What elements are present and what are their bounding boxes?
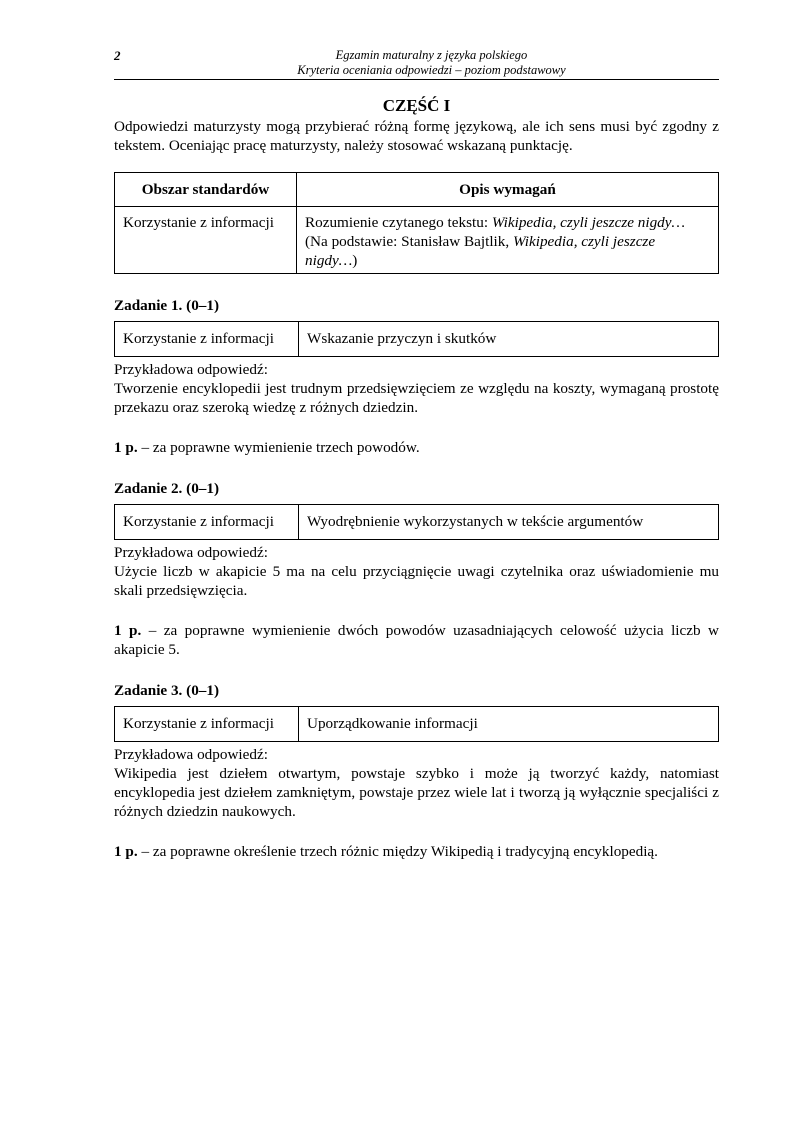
task-2-criterion: – za poprawne wymienienie dwóch powodów uzasadniających celowość użycia liczb w akapicie 5. (114, 622, 719, 658)
header-title (114, 48, 719, 78)
part-title: CZĘŚĆ I (382, 96, 451, 115)
header-line-1: Egzamin maturalny z języka polskiego (335, 48, 528, 62)
task-1-criterion: – za poprawne wymienienie trzech powodów. (137, 439, 420, 456)
task-3-points: 1 p. (114, 843, 138, 860)
standards-table-row (115, 207, 719, 274)
task-3-example-label: Przykładowa odpowiedź: (114, 746, 268, 763)
task-3-example: Wikipedia jest dziełem otwartym, powstaje szybko i może ją tworzyć każdy, natomiast encyklopedia jest dziełem zamkniętym, powstaje przez wiele lat i tworzą ją wyłącznie specjaliści z różnych dziedzin naukowych. (114, 765, 719, 820)
page-header (114, 48, 719, 80)
page-number: 2 (114, 48, 121, 63)
desc-suffix: ) (352, 252, 358, 269)
task-2-scoring (114, 621, 719, 659)
task-3-table (114, 706, 719, 742)
task-1-area: Korzystanie z informacji (115, 322, 299, 357)
task-3-area: Korzystanie z informacji (115, 707, 299, 742)
desc-title-1: Wikipedia, czyli jeszcze nigdy… (491, 214, 686, 231)
task-3-criterion: – za poprawne określenie trzech różnic między Wikipedią i tradycyjną encyklopedią. (137, 843, 658, 860)
task-2-title: Zadanie 2. (0–1) (114, 480, 220, 497)
task-1-scoring (114, 438, 719, 457)
task-1-table (114, 321, 719, 357)
task-2-area: Korzystanie z informacji (115, 505, 299, 540)
task-2-example: Użycie liczb w akapicie 5 ma na celu przyciągnięcie uwagi czytelnika oraz uświadomienie mu skali przedsięwzięcia. (114, 563, 719, 599)
task-2-table (114, 504, 719, 540)
task-1-example: Tworzenie encyklopedii jest trudnym przedsięwzięciem ze względu na koszty, wymaganą prostotę przekazu oraz szeroką wiedzę z różnych dziedzin. (114, 380, 719, 416)
standards-table-header (115, 173, 719, 207)
part-intro: Odpowiedzi maturzysty mogą przybierać różną formę językową, ale ich sens musi być zgodny z tekstem. Oceniając pracę maturzysty, należy stosować wskazaną punktację. (114, 118, 719, 154)
task-3-title: Zadanie 3. (0–1) (114, 682, 220, 699)
standards-desc-cell (297, 207, 719, 274)
standards-col-area-header: Obszar standardów (115, 173, 297, 207)
task-1-points: 1 p. (114, 439, 138, 456)
task-1-requirement: Wskazanie przyczyn i skutków (299, 322, 719, 357)
document-page (114, 48, 719, 861)
task-3-requirement: Uporządkowanie informacji (299, 707, 719, 742)
task-1-example-label: Przykładowa odpowiedź: (114, 361, 268, 378)
task-2-row (115, 505, 719, 540)
task-3-scoring (114, 842, 719, 861)
standards-col-desc-header: Opis wymagań (297, 173, 719, 207)
header-line-2: Kryteria oceniania odpowiedzi – poziom podstawowy (297, 63, 566, 77)
task-2-example-label: Przykładowa odpowiedź: (114, 544, 268, 561)
task-2-points: 1 p. (114, 622, 142, 639)
standards-area-cell: Korzystanie z informacji (115, 207, 297, 274)
task-1-title: Zadanie 1. (0–1) (114, 297, 220, 314)
task-2-requirement: Wyodrębnienie wykorzystanych w tekście argumentów (299, 505, 719, 540)
task-3-row (115, 707, 719, 742)
desc-prefix: Rozumienie czytanego tekstu: (305, 214, 492, 231)
desc-source: (Na podstawie: Stanisław Bajtlik, (305, 233, 513, 250)
desc-title-2: Wikipedia, czyli jeszcze nigdy… (305, 233, 656, 269)
task-1-row (115, 322, 719, 357)
standards-table (114, 172, 719, 274)
